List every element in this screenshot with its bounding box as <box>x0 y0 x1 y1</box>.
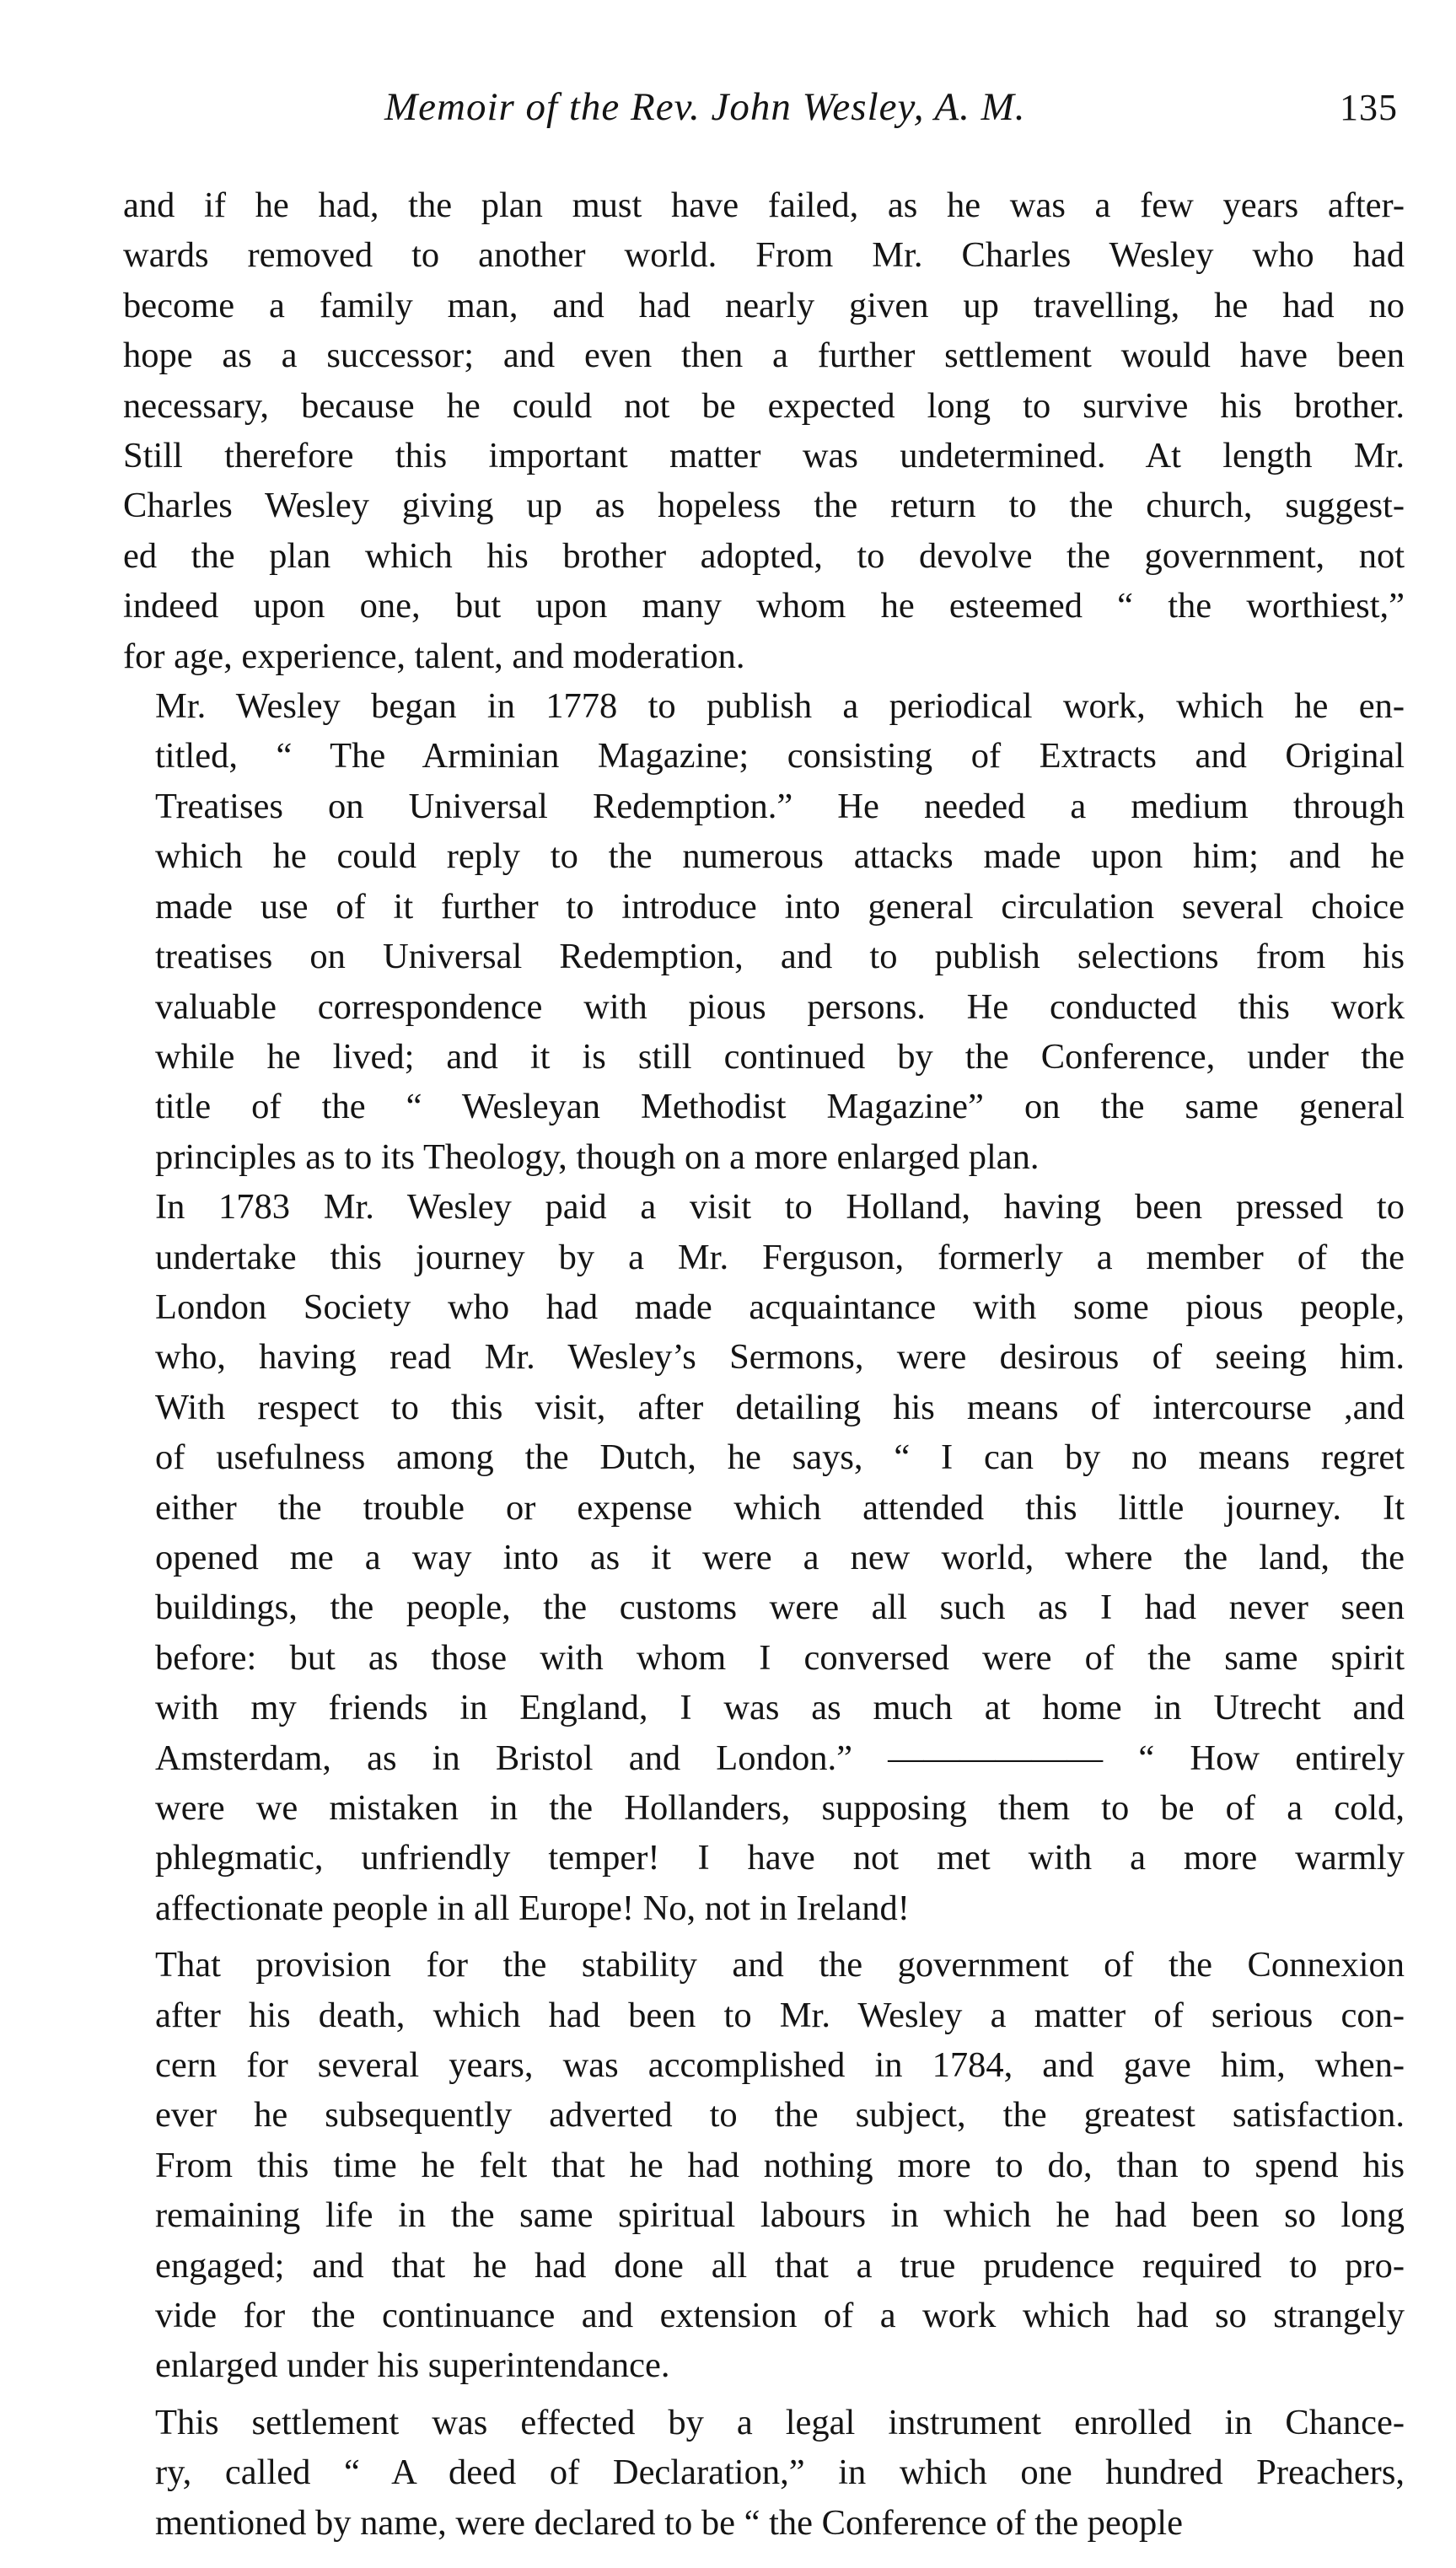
text-line: Treatises on Universal Redemption.” He needed a medium through <box>155 786 1405 826</box>
text-line: with my friends in England, I was as much at home in Utrecht and <box>155 1688 1405 1728</box>
text-line: either the trouble or expense which attended this little journey. It <box>155 1487 1405 1528</box>
text-line: vide for the continuance and extension of a work which had so strangely <box>155 2296 1405 2336</box>
body-text <box>123 180 1405 2548</box>
text-line: ever he subsequently adverted to the subject, the greatest satisfaction. <box>155 2095 1405 2136</box>
text-line: Amsterdam, as in Bristol and London.” —————— “ How entirely <box>155 1738 1405 1778</box>
text-line: With respect to this visit, after detailing his means of intercourse ,and <box>155 1387 1405 1427</box>
text-line: made use of it further to introduce into general circulation several choice <box>155 886 1405 927</box>
text-line: affectionate people in all Europe! No, not in Ireland! <box>155 1888 910 1928</box>
text-line: buildings, the people, the customs were all such as I had never seen <box>155 1588 1405 1628</box>
text-line: which he could reply to the numerous attacks made upon him; and he <box>155 836 1405 877</box>
text-line: This settlement was effected by a legal instrument enrolled in Chance- <box>155 2402 1405 2442</box>
page-number: 135 <box>1340 87 1398 128</box>
text-line: remaining life in the same spiritual labours in which he had been so long <box>155 2195 1405 2236</box>
text-line: engaged; and that he had done all that a true prudence required to pro- <box>155 2245 1405 2286</box>
text-line: phlegmatic, unfriendly temper! I have not met with a more warmly <box>155 1838 1405 1878</box>
text-line: and if he had, the plan must have failed, as he was a few years after- <box>123 185 1405 225</box>
text-line: indeed upon one, but upon many whom he esteemed “ the worthiest,” <box>123 586 1405 626</box>
text-line: opened me a way into as it were a new world, where the land, the <box>155 1537 1405 1577</box>
text-line: before: but as those with whom I conversed were of the same spirit <box>155 1637 1405 1678</box>
paragraph-succession-plan <box>123 180 1405 681</box>
text-line: From this time he felt that he had nothing more to do, than to spend his <box>155 2145 1405 2185</box>
paragraph-arminian-magazine <box>123 681 1405 1182</box>
running-title: Memoir of the Rev. John Wesley, A. M. <box>384 85 1026 129</box>
text-line: titled, “ The Arminian Magazine; consisting of Extracts and Original <box>155 736 1405 776</box>
text-line: treatises on Universal Redemption, and to publish selections from his <box>155 937 1405 977</box>
text-line: Still therefore this important matter was undetermined. At length Mr. <box>123 436 1405 476</box>
text-line: hope as a successor; and even then a further settlement would have been <box>123 336 1405 376</box>
text-line: Mr. Wesley began in 1778 to publish a periodical work, which he en- <box>155 686 1405 727</box>
text-line: That provision for the stability and the government of the Connexion <box>155 1945 1405 1985</box>
paragraph-holland-visit <box>123 1182 1405 1933</box>
text-line: ed the plan which his brother adopted, to devolve the government, not <box>123 535 1405 576</box>
text-line: who, having read Mr. Wesley’s Sermons, were desirous of seeing him. <box>155 1337 1405 1378</box>
text-line: necessary, because he could not be expected long to survive his brother. <box>123 385 1405 426</box>
text-line: undertake this journey by a Mr. Ferguson, formerly a member of the <box>155 1237 1405 1277</box>
text-line: cern for several years, was accomplished in 1784, and gave him, when- <box>155 2045 1405 2086</box>
paragraph-connexion-provision <box>123 1940 1405 2391</box>
text-line: Charles Wesley giving up as hopeless the return to the church, suggest- <box>123 486 1405 526</box>
text-line: ry, called “ A deed of Declaration,” in which one hundred Preachers, <box>155 2452 1405 2493</box>
text-line: after his death, which had been to Mr. Wesley a matter of serious con- <box>155 1995 1405 2035</box>
running-header <box>123 84 1405 155</box>
text-line: valuable correspondence with pious persons. He conducted this work <box>155 986 1405 1027</box>
text-line: mentioned by name, were declared to be “ the Conference of the people <box>155 2502 1183 2543</box>
text-line: become a family man, and had nearly given up travelling, he had no <box>123 285 1405 325</box>
text-line: principles as to its Theology, though on a more enlarged plan. <box>155 1136 1040 1177</box>
text-line: London Society who had made acquaintance with some pious people, <box>155 1287 1405 1327</box>
text-line: for age, experience, talent, and moderation. <box>123 636 745 676</box>
text-line: wards removed to another world. From Mr. Charles Wesley who had <box>123 235 1405 276</box>
text-line: title of the “ Wesleyan Methodist Magazine” on the same general <box>155 1087 1405 1127</box>
text-line: enlarged under his superintendance. <box>155 2345 670 2386</box>
text-line: of usefulness among the Dutch, he says, “ I can by no means regret <box>155 1437 1405 1478</box>
text-line: In 1783 Mr. Wesley paid a visit to Holland, having been pressed to <box>155 1187 1405 1228</box>
paragraph-deed-of-declaration <box>123 2398 1405 2548</box>
text-line: were we mistaken in the Hollanders, supposing them to be of a cold, <box>155 1788 1405 1828</box>
text-line: while he lived; and it is still continued by the Conference, under the <box>155 1036 1405 1077</box>
book-page <box>123 84 1405 2548</box>
